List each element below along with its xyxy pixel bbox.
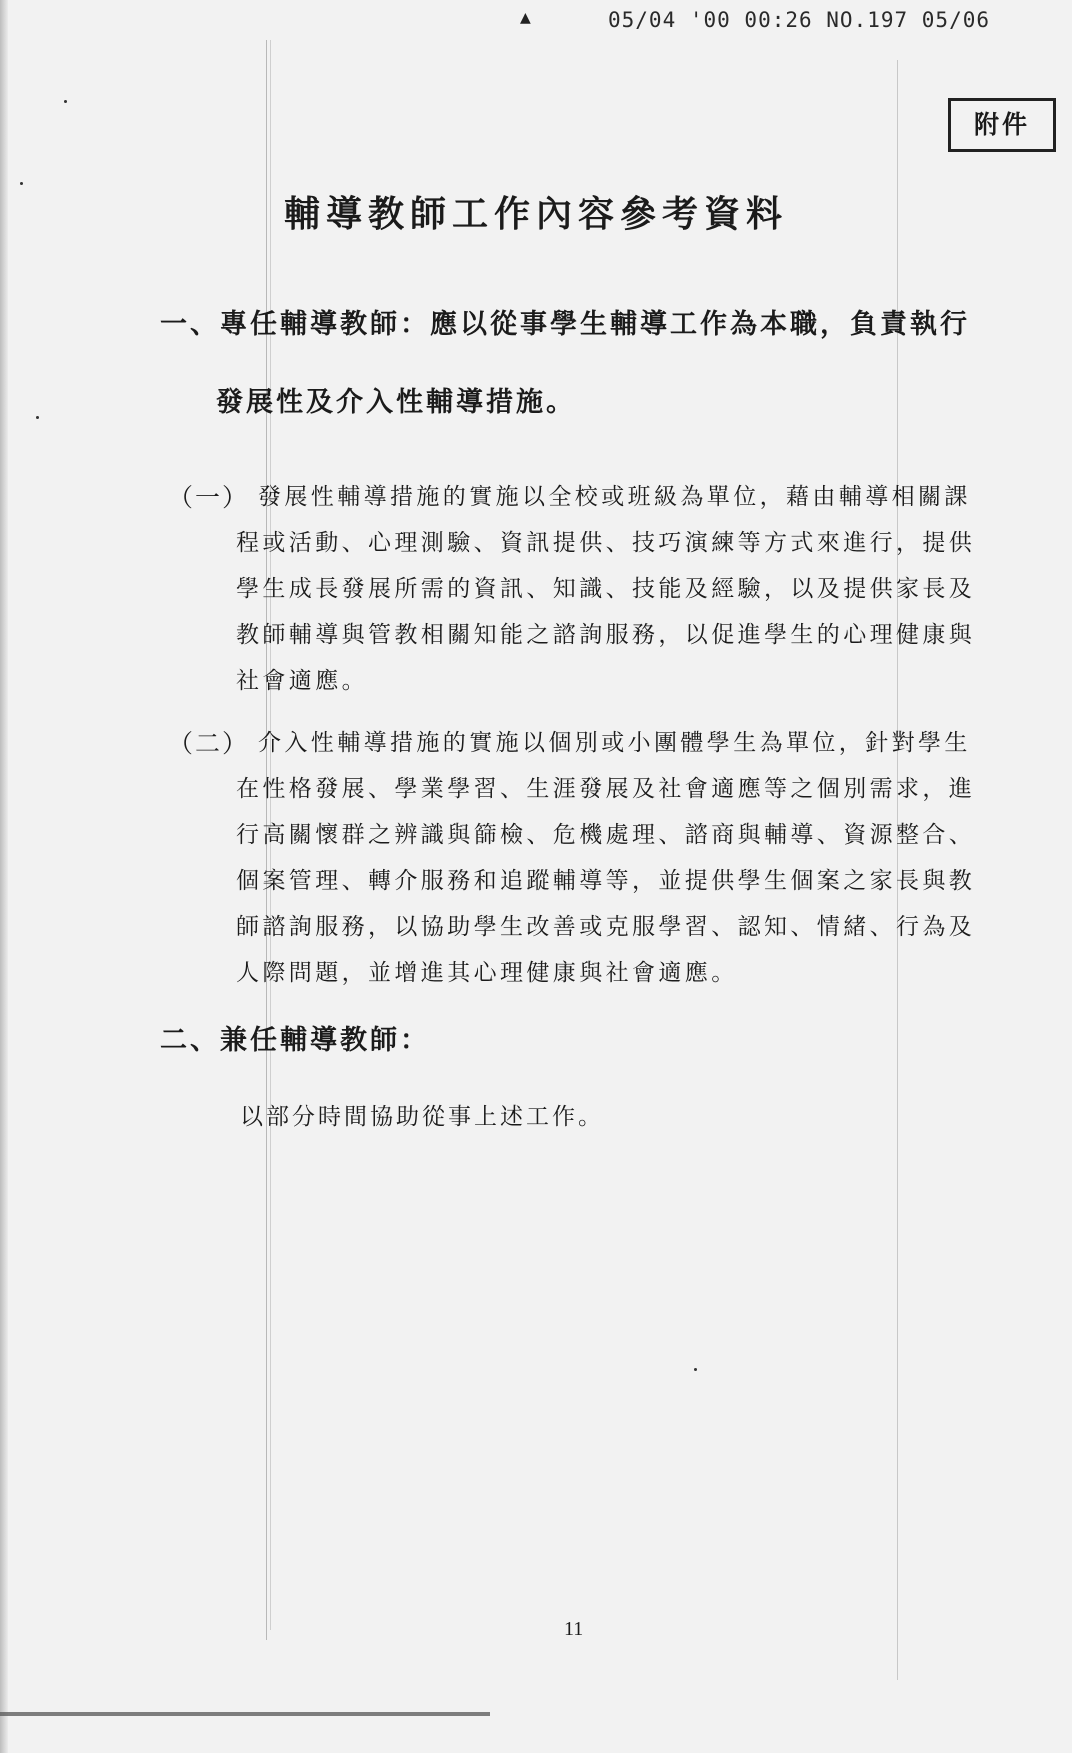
item-2-line: 在性格發展、學業學習、生涯發展及社會適應等之個別需求，進	[236, 776, 976, 802]
item-1-line: 學生成長發展所需的資訊、知識、技能及經驗，以及提供家長及	[236, 576, 976, 602]
document-title: 輔導教師工作內容參考資料	[283, 194, 788, 235]
item-2-label: （二）	[168, 729, 250, 758]
section-1-heading-continued: 發展性及介入性輔導措施。	[216, 387, 576, 418]
attachment-label: 附件	[948, 98, 1056, 152]
item-1-line: 發展性輔導措施的實施以全校或班級為單位，藉由輔導相關課	[258, 484, 971, 510]
item-2-line: 個案管理、轉介服務和追蹤輔導等，並提供學生個案之家長與教	[236, 868, 976, 894]
item-1-line: 社會適應。	[236, 668, 368, 694]
section-2-body: 以部分時間協助從事上述工作。	[240, 1104, 604, 1130]
item-1-line: 教師輔導與管教相關知能之諮詢服務，以促進學生的心理健康與	[236, 622, 976, 648]
scan-speck	[694, 1368, 697, 1371]
fax-header-mark: ▲	[520, 10, 531, 26]
scan-bottom-edge	[0, 1712, 490, 1716]
section-2-heading: 二、兼任輔導教師：	[160, 1025, 430, 1056]
item-2-line: 行高關懷群之辨識與篩檢、危機處理、諮商與輔導、資源整合、	[236, 822, 976, 848]
page-number: 11	[564, 1618, 584, 1640]
item-1-line: 程或活動、心理測驗、資訊提供、技巧演練等方式來進行，提供	[236, 530, 976, 556]
item-1-label: （一）	[168, 483, 250, 512]
scan-speck	[20, 182, 23, 185]
section-1-heading: 一、專任輔導教師：應以從事學生輔導工作為本職，負責執行	[160, 309, 970, 340]
fax-header: 05/04 '00 00:26 NO.197 05/06	[608, 8, 991, 32]
scan-speck	[64, 100, 67, 103]
scan-left-edge	[0, 0, 8, 1753]
item-2-line: 師諮詢服務，以協助學生改善或克服學習、認知、情緒、行為及	[236, 914, 976, 940]
scan-speck	[36, 416, 39, 419]
item-2-line: 人際問題，並增進其心理健康與社會適應。	[236, 960, 738, 986]
item-2-line: 介入性輔導措施的實施以個別或小團體學生為單位，針對學生	[258, 730, 971, 756]
